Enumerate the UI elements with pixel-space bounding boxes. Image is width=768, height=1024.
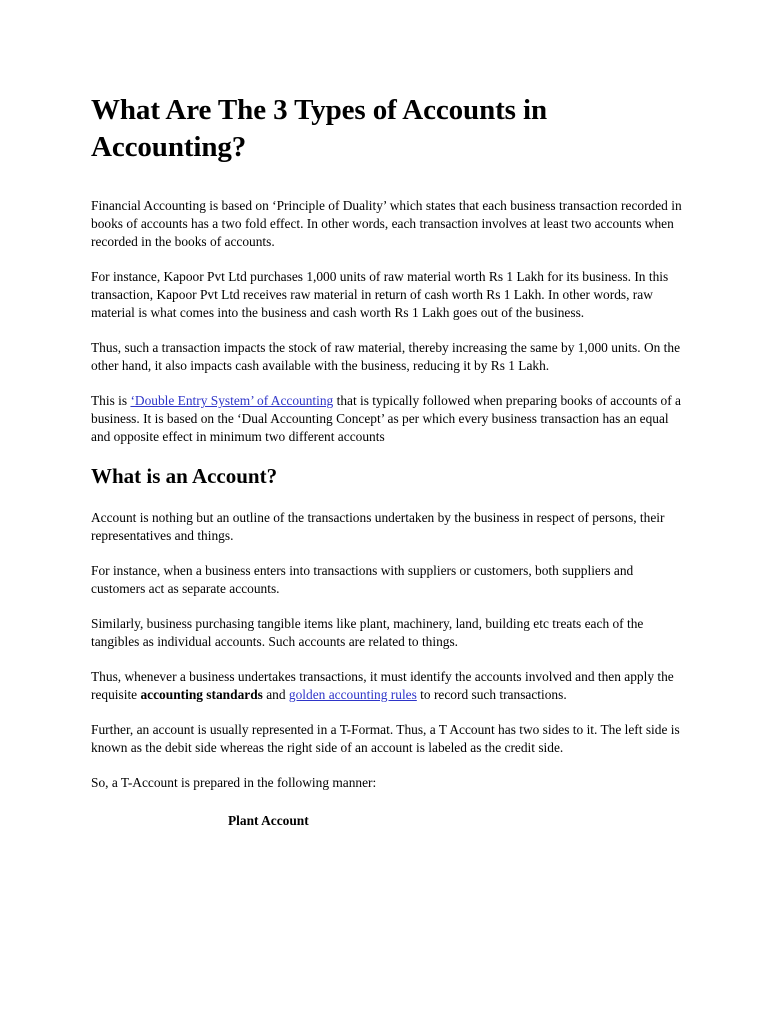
standards-paragraph <box>91 668 684 704</box>
double-entry-paragraph <box>91 392 684 446</box>
standards-middle: and <box>262 687 289 702</box>
golden-rules-link[interactable]: golden accounting rules <box>288 687 417 702</box>
intro-paragraph-3: Thus, such a transaction impacts the stock of raw material, thereby increasing the same by 1,000 units. On the other hand, it also impacts cash available with the business, reducing it by Rs 1 Lakh. <box>91 340 681 373</box>
t-account-intro: So, a T-Account is prepared in the following manner: <box>91 775 377 790</box>
account-paragraph-1: Account is nothing but an outline of the transactions undertaken by the business in respect of persons, their representatives and things. <box>91 510 665 543</box>
account-paragraph-3: Similarly, business purchasing tangible items like plant, machinery, land, building etc treats each of the tangibles as individual accounts. Such accounts are related to things. <box>91 616 644 649</box>
double-entry-link[interactable]: ‘Double Entry System’ of Accounting <box>130 393 334 408</box>
standards-prefix: Thus, whenever a business undertakes transactions, it must identify the accounts involved and then apply the requisite <box>91 669 674 702</box>
standards-suffix: to record such transactions. <box>416 687 567 702</box>
double-entry-prefix: This is <box>91 393 131 408</box>
page-title: What Are The 3 Types of Accounts in Accounting? <box>91 94 547 163</box>
t-account-caption: Plant Account <box>228 813 309 828</box>
intro-paragraph-2: For instance, Kapoor Pvt Ltd purchases 1,000 units of raw material worth Rs 1 Lakh for its business. In this transaction, Kapoor Pvt Ltd receives raw material in return of cash worth Rs 1 Lakh. In other words, raw material is what comes into the business and cash worth Rs 1 Lakh goes out of the business. <box>91 269 669 320</box>
section-heading-account: What is an Account? <box>91 464 278 488</box>
accounting-standards-bold: accounting standards <box>140 687 263 702</box>
double-entry-suffix: that is typically followed when preparing books of accounts of a business. It is based on the ‘Dual Accounting Concept’ as per which every business transaction has an equal and opposite effect in minimum two different accounts <box>91 393 681 444</box>
intro-paragraph-1: Financial Accounting is based on ‘Principle of Duality’ which states that each business transaction recorded in books of accounts has a two fold effect. In other words, each transaction involves at least two accounts when recorded in the books of accounts. <box>91 198 682 249</box>
account-paragraph-2: For instance, when a business enters into transactions with suppliers or customers, both suppliers and customers act as separate accounts. <box>91 563 634 596</box>
t-format-paragraph: Further, an account is usually represented in a T-Format. Thus, a T Account has two sides to it. The left side is known as the debit side whereas the right side of an account is labeled as the credit side. <box>91 722 680 755</box>
